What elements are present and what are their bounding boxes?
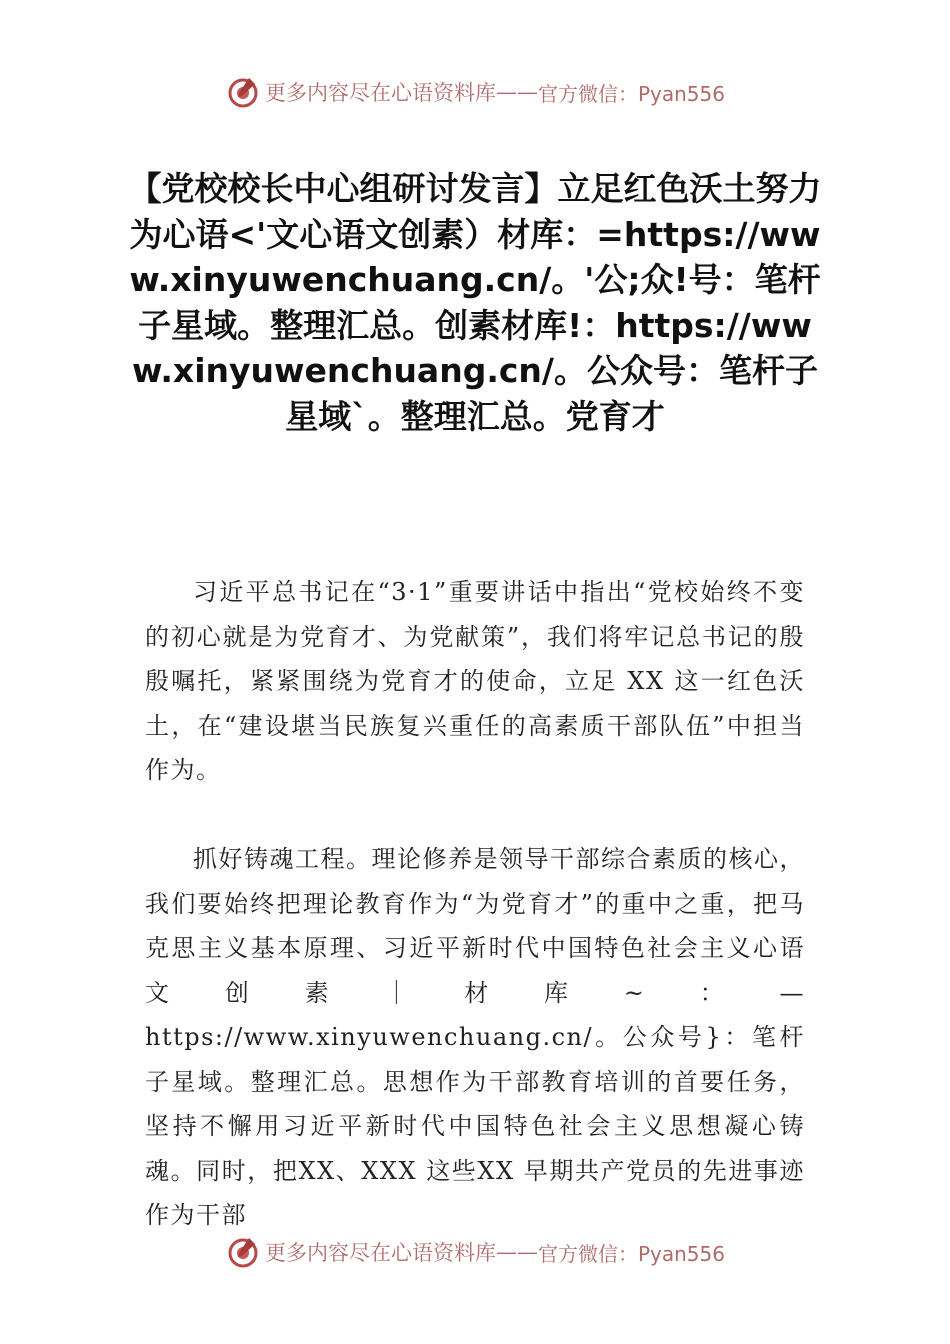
footer-watermark-banner: [0, 1232, 950, 1272]
banner-text: 更多内容尽在心语资料库: [264, 1241, 496, 1265]
banner-wechat: 官方微信：Pyan556: [537, 81, 725, 106]
banner-text: 更多内容尽在心语资料库: [264, 81, 496, 105]
document-body: [145, 570, 805, 1238]
paragraph-2: 抓好铸魂工程。理论修养是领导干部综合素质的核心，我们要始终把理论教育作为“为党育才”的重中之重，把马克思主义基本原理、习近平新时代中国特色社会主义心语文创素｜材库~：—https://www.xinyuwenchuang.cn/。公众号}：笔杆子星域。整理汇总。思想作为干部教育培训的首要任务，坚持不懈用习近平新时代中国特色社会主义思想凝心铸魂。同时，把XX、XXX 这些XX 早期共产党员的先进事迹作为干部: [145, 845, 805, 1229]
header-watermark-banner: [0, 72, 950, 112]
document-title: 【党校校长中心组研讨发言】立足红色沃土努力为心语<'文心语文创素）材库：=https://www.xinyuwenchuang.cn/。'公;众!号：笔杆子星域。整理汇总。创素材库!：https://www.xinyuwenchuang.cn/。公众号：笔杆子星域`。整理汇总。党育才: [128, 169, 822, 436]
banner-wechat: 官方微信：Pyan556: [537, 1241, 725, 1266]
pen-circle-logo-icon: [225, 1234, 261, 1270]
pen-circle-logo-icon: [225, 74, 261, 110]
banner-separator: ——: [495, 1240, 538, 1264]
paragraph-1: 习近平总书记在“3·1”重要讲话中指出“党校始终不变的初心就是为党育才、为党献策”，我们将牢记总书记的殷殷嘱托，紧紧围绕为党育才的使命，立足 XX 这一红色沃土，在“建设堪当民族复兴重任的高素质干部队伍”中担当作为。: [145, 578, 805, 784]
banner-separator: ——: [495, 80, 538, 104]
